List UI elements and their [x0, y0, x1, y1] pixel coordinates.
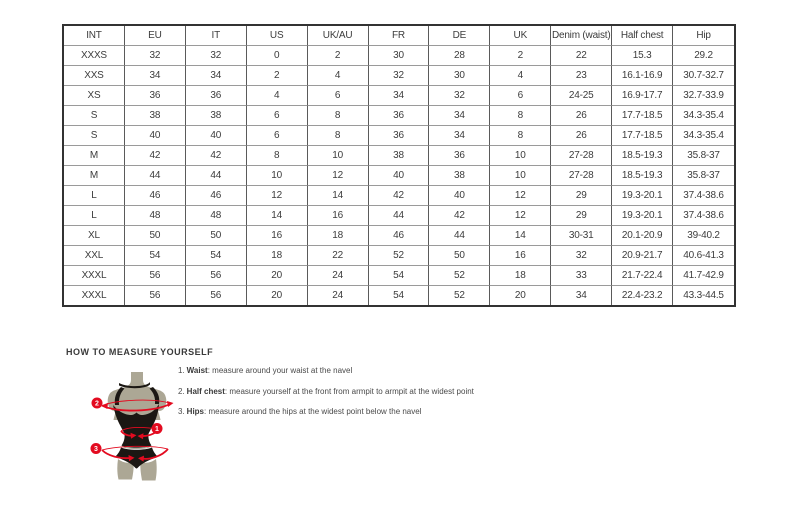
svg-text:3: 3 — [94, 446, 98, 454]
size-cell: 20 — [247, 286, 308, 305]
size-cell: 38 — [429, 166, 490, 186]
size-cell: 24 — [308, 286, 369, 305]
size-cell: 20 — [247, 266, 308, 286]
size-cell: XXS — [64, 66, 125, 86]
size-cell: 34 — [186, 66, 247, 86]
size-cell: 10 — [247, 166, 308, 186]
measure-step-hips — [178, 406, 474, 417]
size-cell: 12 — [490, 206, 551, 226]
size-cell: 36 — [429, 146, 490, 166]
step-number: 1. — [178, 366, 185, 375]
mannequin-illustration — [88, 372, 176, 484]
column-header: Half chest — [612, 26, 673, 46]
size-cell: 30.7-32.7 — [673, 66, 734, 86]
size-cell: 18.5-19.3 — [612, 166, 673, 186]
badge-hips — [91, 443, 102, 454]
size-cell: 44 — [429, 226, 490, 246]
size-cell: 54 — [125, 246, 186, 266]
column-header: Denim (waist) — [551, 26, 612, 46]
size-cell: 19.3-20.1 — [612, 186, 673, 206]
size-cell: 52 — [369, 246, 430, 266]
size-cell: L — [64, 206, 125, 226]
size-cell: 29.2 — [673, 46, 734, 66]
size-cell: 28 — [429, 46, 490, 66]
size-cell: 36 — [369, 126, 430, 146]
size-cell: 22 — [308, 246, 369, 266]
badge-waist — [152, 423, 163, 434]
size-row — [64, 86, 734, 106]
size-table-head — [64, 26, 734, 46]
size-cell: 46 — [125, 186, 186, 206]
section-title: HOW TO MEASURE YOURSELF — [66, 347, 214, 357]
column-header: UK/AU — [308, 26, 369, 46]
svg-text:2: 2 — [95, 400, 99, 408]
size-cell: 50 — [429, 246, 490, 266]
step-text: : measure around your waist at the navel — [207, 366, 353, 375]
size-cell: 2 — [490, 46, 551, 66]
size-cell: 27-28 — [551, 146, 612, 166]
size-cell: XXXL — [64, 266, 125, 286]
size-cell: 46 — [186, 186, 247, 206]
size-cell: 34 — [125, 66, 186, 86]
size-cell: 26 — [551, 106, 612, 126]
step-number: 2. — [178, 386, 185, 396]
size-cell: 12 — [308, 166, 369, 186]
size-cell: 16 — [308, 206, 369, 226]
measure-step-half-chest — [178, 386, 474, 397]
size-row — [64, 186, 734, 206]
size-table — [62, 24, 736, 307]
size-cell: 4 — [308, 66, 369, 86]
size-row — [64, 126, 734, 146]
size-cell: 33 — [551, 266, 612, 286]
size-row — [64, 106, 734, 126]
size-cell: 36 — [125, 86, 186, 106]
size-row — [64, 46, 734, 66]
size-row — [64, 246, 734, 266]
size-table-body — [64, 46, 734, 305]
size-cell: 18 — [490, 266, 551, 286]
size-row — [64, 206, 734, 226]
size-cell: 14 — [308, 186, 369, 206]
size-cell: 34 — [429, 106, 490, 126]
size-cell: 32 — [551, 246, 612, 266]
size-cell: 6 — [308, 86, 369, 106]
size-cell: 24-25 — [551, 86, 612, 106]
column-header: EU — [125, 26, 186, 46]
size-cell: 34.3-35.4 — [673, 106, 734, 126]
size-cell: L — [64, 186, 125, 206]
size-cell: 54 — [369, 286, 430, 305]
measure-step-waist — [178, 365, 474, 376]
size-cell: 56 — [186, 266, 247, 286]
size-cell: 46 — [369, 226, 430, 246]
size-cell: S — [64, 126, 125, 146]
size-cell: 20.9-21.7 — [612, 246, 673, 266]
size-cell: 2 — [247, 66, 308, 86]
size-cell: 14 — [490, 226, 551, 246]
size-cell: 39-40.2 — [673, 226, 734, 246]
size-cell: 40 — [186, 126, 247, 146]
size-cell: 8 — [490, 106, 551, 126]
size-cell: 19.3-20.1 — [612, 206, 673, 226]
size-cell: 34 — [429, 126, 490, 146]
size-cell: XS — [64, 86, 125, 106]
size-cell: 32 — [186, 46, 247, 66]
size-cell: 23 — [551, 66, 612, 86]
size-cell: M — [64, 166, 125, 186]
size-cell: 15.3 — [612, 46, 673, 66]
size-cell: 40 — [125, 126, 186, 146]
size-cell: 41.7-42.9 — [673, 266, 734, 286]
size-cell: 20.1-20.9 — [612, 226, 673, 246]
size-cell: XXXL — [64, 286, 125, 305]
size-cell: 4 — [490, 66, 551, 86]
size-row — [64, 166, 734, 186]
size-cell: 26 — [551, 126, 612, 146]
size-cell: XL — [64, 226, 125, 246]
size-row — [64, 226, 734, 246]
size-cell: 56 — [125, 286, 186, 305]
size-cell: 18 — [247, 246, 308, 266]
size-cell: 4 — [247, 86, 308, 106]
size-cell: 42 — [429, 206, 490, 226]
size-cell: 56 — [125, 266, 186, 286]
size-cell: 10 — [308, 146, 369, 166]
step-label: Waist — [186, 366, 208, 375]
column-header: DE — [429, 26, 490, 46]
size-cell: 54 — [186, 246, 247, 266]
size-cell: 16 — [490, 246, 551, 266]
size-cell: 36 — [186, 86, 247, 106]
size-cell: 32 — [429, 86, 490, 106]
size-cell: 6 — [490, 86, 551, 106]
size-cell: 21.7-22.4 — [612, 266, 673, 286]
size-cell: 17.7-18.5 — [612, 126, 673, 146]
size-cell: 16 — [247, 226, 308, 246]
size-cell: 30 — [369, 46, 430, 66]
size-cell: 18.5-19.3 — [612, 146, 673, 166]
size-cell: 8 — [308, 126, 369, 146]
size-cell: 24 — [308, 266, 369, 286]
column-header: IT — [186, 26, 247, 46]
size-cell: 56 — [186, 286, 247, 305]
size-cell: 48 — [186, 206, 247, 226]
size-cell: 30-31 — [551, 226, 612, 246]
size-cell: M — [64, 146, 125, 166]
header-row — [64, 26, 734, 46]
size-cell: 37.4-38.6 — [673, 186, 734, 206]
step-number: 3. — [178, 407, 185, 416]
size-cell: 32 — [125, 46, 186, 66]
size-cell: 40 — [429, 186, 490, 206]
size-cell: 40 — [369, 166, 430, 186]
size-cell: 10 — [490, 146, 551, 166]
size-cell: 6 — [247, 126, 308, 146]
size-cell: 32.7-33.9 — [673, 86, 734, 106]
svg-text:1: 1 — [155, 426, 159, 434]
column-header: UK — [490, 26, 551, 46]
size-row — [64, 66, 734, 86]
size-cell: 16.9-17.7 — [612, 86, 673, 106]
size-cell: 40.6-41.3 — [673, 246, 734, 266]
size-cell: 44 — [125, 166, 186, 186]
measure-steps — [178, 365, 474, 427]
step-label: Half chest — [186, 386, 225, 396]
size-cell: 10 — [490, 166, 551, 186]
size-cell: 8 — [247, 146, 308, 166]
size-cell: 52 — [429, 266, 490, 286]
size-cell: 50 — [125, 226, 186, 246]
size-cell: 34 — [369, 86, 430, 106]
size-cell: 34 — [551, 286, 612, 305]
size-cell: 22.4-23.2 — [612, 286, 673, 305]
size-cell: 20 — [490, 286, 551, 305]
size-cell: XXL — [64, 246, 125, 266]
size-cell: 29 — [551, 206, 612, 226]
size-cell: 44 — [186, 166, 247, 186]
column-header: US — [247, 26, 308, 46]
size-cell: 30 — [429, 66, 490, 86]
size-row — [64, 266, 734, 286]
step-text: : measure around the hips at the widest point below the navel — [204, 407, 422, 416]
size-cell: 8 — [490, 126, 551, 146]
column-header: INT — [64, 26, 125, 46]
size-cell: 22 — [551, 46, 612, 66]
size-cell: 12 — [247, 186, 308, 206]
size-cell: XXXS — [64, 46, 125, 66]
size-cell: 18 — [308, 226, 369, 246]
size-row — [64, 286, 734, 305]
size-cell: 54 — [369, 266, 430, 286]
size-cell: 50 — [186, 226, 247, 246]
column-header: FR — [369, 26, 430, 46]
size-cell: 8 — [308, 106, 369, 126]
step-label: Hips — [186, 407, 205, 416]
size-cell: 2 — [308, 46, 369, 66]
size-cell: 29 — [551, 186, 612, 206]
size-cell: 38 — [369, 146, 430, 166]
size-cell: 0 — [247, 46, 308, 66]
size-cell: 37.4-38.6 — [673, 206, 734, 226]
size-cell: 27-28 — [551, 166, 612, 186]
size-cell: 42 — [125, 146, 186, 166]
size-cell: 42 — [369, 186, 430, 206]
size-cell: 32 — [369, 66, 430, 86]
size-cell: 48 — [125, 206, 186, 226]
size-row — [64, 146, 734, 166]
size-cell: 16.1-16.9 — [612, 66, 673, 86]
size-cell: 17.7-18.5 — [612, 106, 673, 126]
size-cell: 38 — [186, 106, 247, 126]
size-cell: 35.8-37 — [673, 146, 734, 166]
badge-half-chest — [92, 398, 103, 409]
step-text: : measure yourself at the front from armpit to armpit at the widest point — [224, 386, 474, 396]
size-cell: 34.3-35.4 — [673, 126, 734, 146]
size-cell: 43.3-44.5 — [683, 290, 724, 301]
size-cell: 42 — [186, 146, 247, 166]
size-cell: 6 — [247, 106, 308, 126]
size-cell: 36 — [369, 106, 430, 126]
column-header: Hip — [673, 26, 734, 46]
size-cell: 52 — [429, 286, 490, 305]
size-cell: 35.8-37 — [673, 166, 734, 186]
size-cell: 44 — [369, 206, 430, 226]
size-cell: 14 — [247, 206, 308, 226]
size-cell: 12 — [490, 186, 551, 206]
size-cell: S — [64, 106, 125, 126]
size-cell: 38 — [125, 106, 186, 126]
